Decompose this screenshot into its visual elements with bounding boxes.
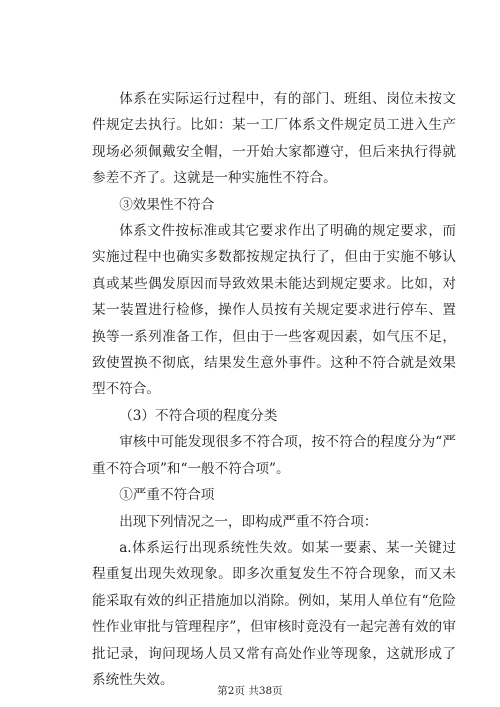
- heading-severity-classification: （3）不符合项的程度分类: [119, 407, 278, 424]
- page-footer: 第2页 共38页: [217, 685, 283, 697]
- heading-effectiveness-nonconformity: ③效果性不符合: [119, 196, 215, 213]
- paragraph-effectiveness-nonconformity: 体系文件按标准或其它要求作出了明确的规定要求，而实施过程中也确实多数都按规定执行了，但由于实施不够认真或某些偶发原因而导致效果未能达到规定要求。比如，对某一装置进行检修，操作人员按有关规定要求进行停车、置换等一系列准备工作，但由于一些客观因素，如气压不足，致使置换不彻底，结果发生意外事件。这种不符合就是效果型不符合。: [92, 223, 456, 398]
- body-text: [92, 86, 456, 693]
- paragraph-systematic-failure: a.体系运行出现系统性失效。如某一要素、某一关键过程重复出现失效现象。即多次重复发生不符合现象，而又未能采取有效的纠正措施加以消除。例如，某用人单位有“危险性作业审批与管理程序”，但审核时竟没有一起完善有效的审批记录，询问现场人员又常有高处作业等现象，这就形成了系统性失效。: [92, 539, 456, 688]
- paragraph-implementation-nonconformity: 体系在实际运行过程中，有的部门、班组、岗位未按文件规定去执行。比如：某一工厂体系文件规定员工进入生产现场必须佩戴安全帽，一开始大家都遵守，但后来执行得就参差不齐了。这就是一种实施性不符合。: [92, 91, 456, 187]
- paragraph-severity-intro: 审核中可能发现很多不符合项，按不符合的程度分为“严重不符合项”和“一般不符合项”。: [92, 434, 456, 477]
- heading-serious-nonconformity: ①严重不符合项: [119, 487, 215, 504]
- paragraph-serious-conditions: 出现下列情况之一，即构成严重不符合项：: [119, 513, 378, 530]
